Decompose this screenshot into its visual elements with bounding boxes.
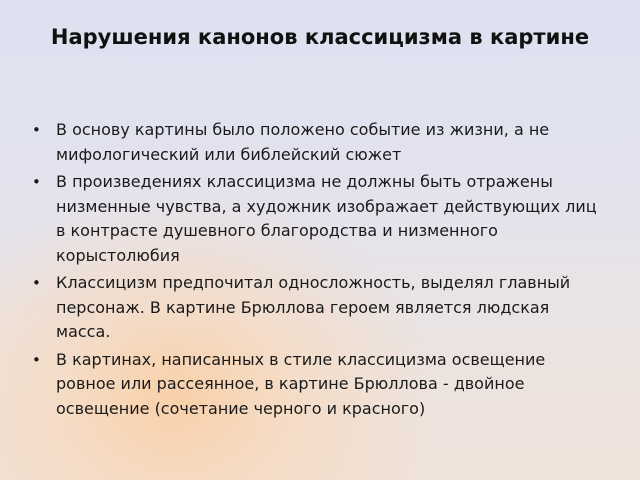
bullet-text: В произведениях классицизма не должны быть отражены низменные чувства, а художник изображает действующих лиц в контрасте душевного благородства и низменного корыстолюбия xyxy=(56,172,597,265)
bullet-list xyxy=(30,118,608,424)
bullet-item xyxy=(30,170,608,268)
bullet-icon: • xyxy=(32,274,41,292)
bullet-text: В основу картины было положено событие из жизни, а не мифологический или библейский сюжет xyxy=(56,120,550,164)
bullet-icon: • xyxy=(32,350,41,369)
bullet-text: Классицизм предпочитал односложность, выделял главный персонаж. В картине Брюллова героем является людская масса. xyxy=(56,273,571,341)
bullet-item xyxy=(30,271,608,345)
bullet-icon: • xyxy=(32,173,41,191)
bullet-icon: • xyxy=(32,121,41,139)
bullet-item xyxy=(30,348,608,422)
bullet-text: В картинах, написанных в стиле классицизма освещение ровное или рассеянное, в картине Брюллова - двойное освещение (сочетание черного и красного) xyxy=(56,349,546,418)
slide-title: Нарушения канонов классицизма в картине xyxy=(50,25,590,49)
bullet-item xyxy=(30,118,608,167)
